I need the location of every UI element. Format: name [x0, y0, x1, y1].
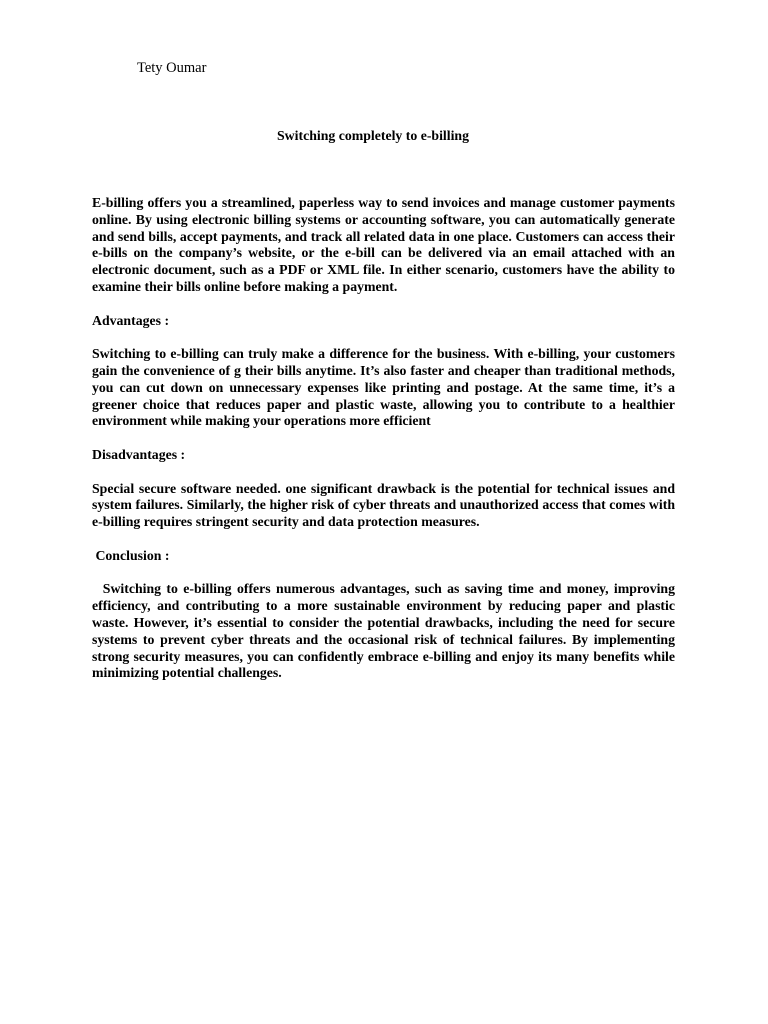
- conclusion-paragraph: Switching to e-billing offers numerous advantages, such as saving time and money, improving efficiency, and contributing to a more sustainable environment by reducing paper and plastic waste. However, it’s essential to consider the potential drawbacks, including the need for secure systems to prevent cyber threats and the occasional risk of technical failures. By implementing strong security measures, you can confidently embrace e-billing and enjoy its many benefits while minimizing potential challenges.: [92, 581, 679, 681]
- conclusion-heading: Conclusion :: [92, 547, 170, 563]
- disadvantages-heading: Disadvantages :: [92, 446, 186, 462]
- paragraph-spacer: [92, 329, 675, 346]
- disadvantages-paragraph: Special secure software needed. one significant drawback is the potential for technical issues and system failures. Similarly, the higher risk of cyber threats and unauthorized access that comes with e-billing requires stringent security and data protection measures.: [92, 480, 675, 530]
- advantages-paragraph: Switching to e-billing can truly make a difference for the business. With e-billing, your customers gain the convenience of g their bills anytime. It’s also faster and cheaper than traditional methods, you can cut down on unnecessary expenses like printing and postage. At the same time, it’s a greener choice that reduces paper and plastic waste, allowing you to contribute to a healthier environment while making your operations more efficient: [92, 346, 675, 429]
- document-title: Switching completely to e-billing: [277, 128, 469, 143]
- paragraph-spacer: [92, 464, 675, 481]
- paragraph-spacer: [92, 565, 675, 582]
- author-name: Tety Oumar: [137, 60, 207, 76]
- document-body: [92, 195, 679, 682]
- paragraph-spacer: [92, 296, 675, 313]
- paragraph-spacer: [92, 531, 675, 548]
- intro-paragraph: E-billing offers you a streamlined, paperless way to send invoices and manage customer payments online. By using electronic billing systems or accounting software, you can automatically generate and send bills, accept payments, and track all related data in one place. Customers can access their e-bills on the company’s website, or the e-bill can be delivered via an email attached with an electronic document, such as a PDF or XML file. In either scenario, customers have the ability to examine their bills online before making a payment.: [92, 195, 675, 294]
- advantages-heading: Advantages :: [92, 312, 170, 328]
- paragraph-spacer: [92, 430, 675, 447]
